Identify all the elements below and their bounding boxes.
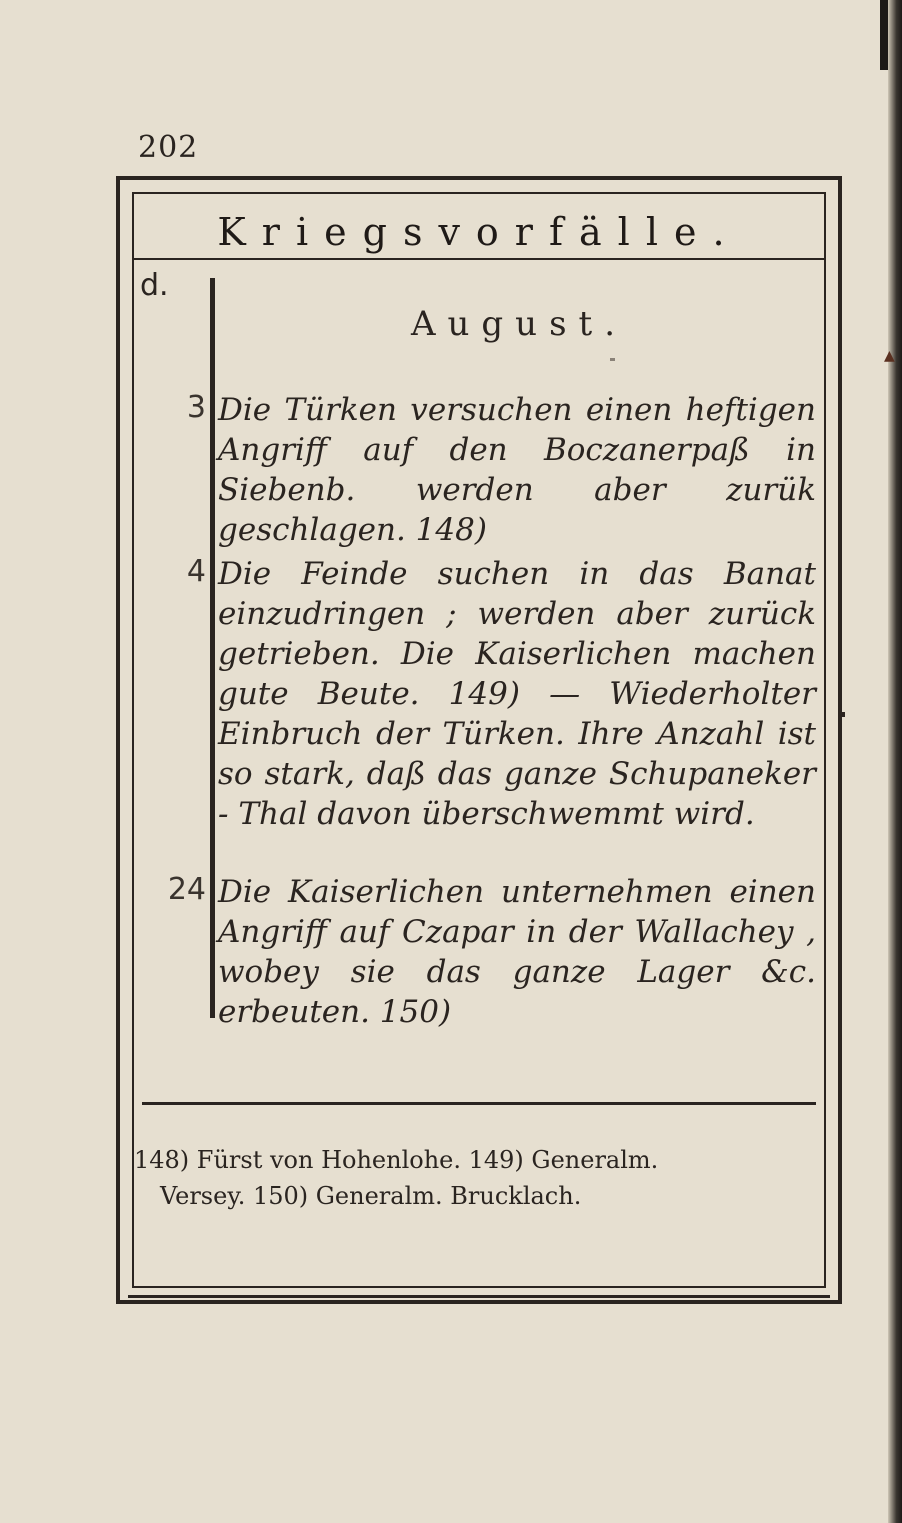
entry-day: 3 [186,390,206,425]
margin-mark: ▲ [884,348,895,364]
footnote-rule [142,1102,816,1105]
header-rule [134,258,824,260]
footnote-line: 148) Fürst von Hohenlohe. 149) Generalm. [134,1146,659,1174]
date-column-rule [210,278,215,1018]
month-dot [610,358,615,361]
entry-day: 24 [167,872,206,907]
footnotes [134,1142,820,1214]
binding-shadow [888,0,902,1523]
entry-text: Die Kaiserlichen unternehmen einen Angriff auf Czapar in der Wallachey , wobey sie das ganze Lager &c. erbeuten. 150) [218,874,816,1030]
entry-text: Die Türken versuchen einen heftigen Angriff auf den Boczanerpaß in Siebenb. werden aber zurük geschlagen. 148) [218,392,816,548]
page-frame-inner [132,192,826,1288]
entry-day: 4 [186,554,206,589]
month-heading: August. [410,304,628,344]
page-frame [116,176,842,1304]
footnote-line: Versey. 150) Generalm. Brucklach. [160,1182,582,1210]
entry-text: Die Feinde suchen in das Banat einzudringen ; werden aber zurück getrieben. Die Kaiserlichen machen gute Beute. 149) — Wiederholter Einbruch der Türken. Ihre Anzahl ist so stark, daß das ganze Schupaneker - Thal davon überschwemmt wird. [218,556,816,832]
day-column-label: d. [140,268,169,303]
page-title: Kriegsvorfälle. [217,210,741,254]
page-number: 202 [138,130,199,165]
